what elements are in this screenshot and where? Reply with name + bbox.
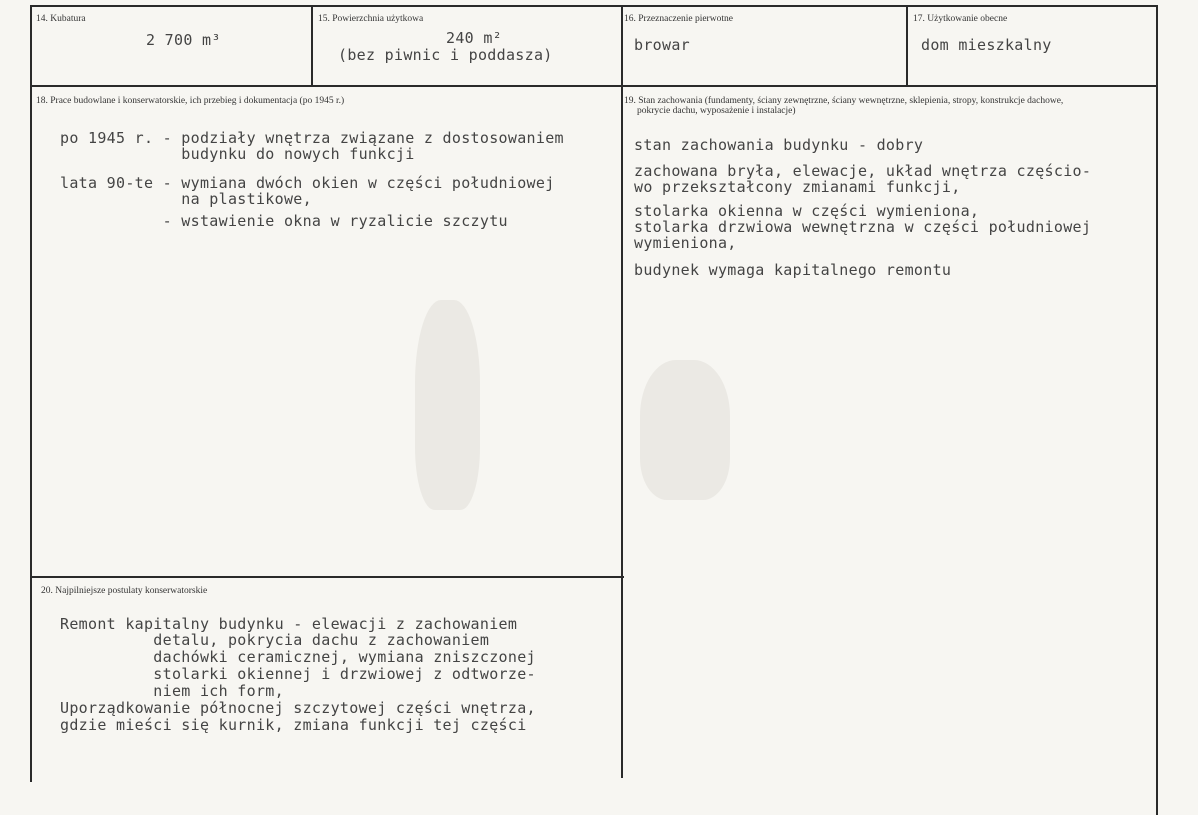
field-18-line: na plastikowe,	[60, 190, 312, 208]
field-20-line: gdzie mieści się kurnik, zmiana funkcji tej części	[60, 716, 527, 734]
field-18-line: po 1945 r. - podziały wnętrza związane z dostosowaniem	[60, 129, 564, 147]
field-20-line: detalu, pokrycia dachu z zachowaniem	[60, 631, 490, 649]
field-18-line: - wstawienie okna w ryzalicie szczytu	[60, 212, 508, 230]
field-19-line: stan zachowania budynku - dobry	[634, 136, 924, 154]
field-18-line: budynku do nowych funkcji	[60, 145, 415, 163]
field-14-label: 14. Kubatura	[36, 14, 86, 24]
right-border	[1156, 5, 1158, 815]
field-16-value: browar	[634, 36, 690, 54]
field-20-line: Remont kapitalny budynku - elewacji z zachowaniem	[60, 615, 518, 633]
field-17-value: dom mieszkalny	[921, 36, 1052, 54]
field-20-line: dachówki ceramicznej, wymiana zniszczonej	[60, 648, 536, 666]
paper-shadow	[640, 360, 730, 500]
field-15-label: 15. Powierzchnia użytkowa	[318, 14, 424, 24]
field-19-line: budynek wymaga kapitalnego remontu	[634, 261, 952, 279]
row1-bottom-border	[30, 85, 1158, 87]
row2-bottom-border	[30, 576, 624, 578]
divider-16-17	[906, 5, 908, 86]
field-20-label: 20. Najpilniejsze postulaty konserwatorskie	[41, 586, 208, 596]
field-18-line: lata 90-te - wymiana dwóch okien w części południowej	[60, 174, 555, 192]
left-border	[30, 5, 32, 782]
field-19-line: zachowana bryła, elewacje, układ wnętrza częścio-	[634, 162, 1092, 180]
paper-shadow	[415, 300, 480, 510]
field-19-line: stolarka drzwiowa wewnętrzna w części południowej	[634, 218, 1092, 236]
center-divider	[621, 5, 623, 778]
field-19-line: wymieniona,	[634, 234, 737, 252]
field-15-value-line2: (bez piwnic i poddasza)	[338, 46, 553, 64]
field-19-line: stolarka okienna w części wymieniona,	[634, 202, 980, 220]
field-17-label: 17. Użytkowanie obecne	[913, 14, 1008, 24]
field-14-value: 2 700 m³	[146, 31, 221, 49]
divider-14-15	[311, 5, 313, 86]
field-19-line: wo przekształcony zmianami funkcji,	[634, 178, 961, 196]
field-20-line: stolarki okiennej i drzwiowej z odtworze-	[60, 665, 536, 683]
field-20-line: Uporządkowanie północnej szczytowej części wnętrza,	[60, 699, 536, 717]
field-20-line: niem ich form,	[60, 682, 284, 700]
field-16-label: 16. Przeznaczenie pierwotne	[624, 14, 733, 24]
field-18-label: 18. Prace budowlane i konserwatorskie, ich przebieg i dokumentacja (po 1945 r.)	[36, 96, 345, 106]
field-19-label-line2: pokrycie dachu, wyposażenie i instalacje)	[637, 106, 796, 116]
field-15-value-line1: 240 m²	[446, 29, 502, 47]
field-19-label-line1: 19. Stan zachowania (fundamenty, ściany zewnętrzne, ściany wewnętrzne, sklepienia, stropy, konstrukcje dachowe,	[624, 96, 1064, 106]
top-border	[30, 5, 1158, 7]
